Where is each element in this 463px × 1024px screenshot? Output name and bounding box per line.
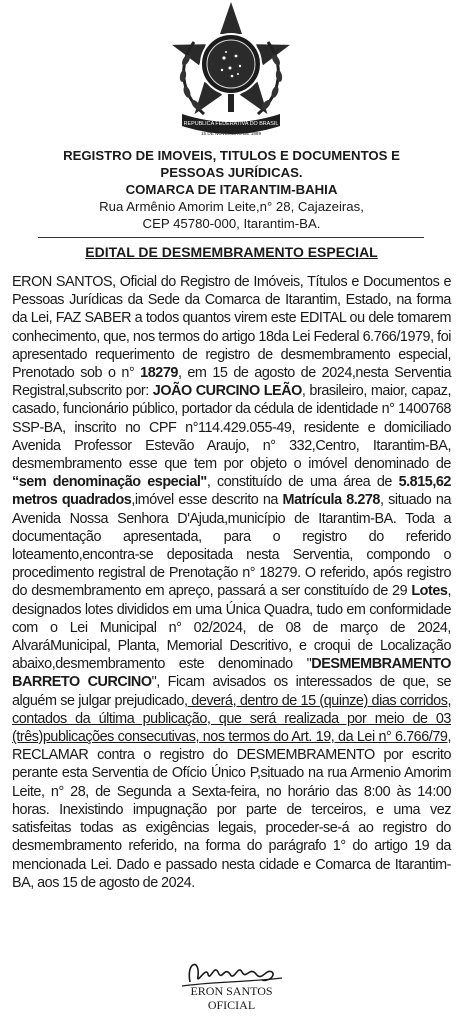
seal-motto: REPUBLICA FEDERATIVA DO BRASIL [183, 121, 279, 127]
header-divider [38, 237, 424, 238]
signatory-role: OFICIAL [207, 998, 256, 1012]
body-text: ", Ficam avisados os interessados de que, se alguém se julgar prejudicado, [12, 674, 452, 709]
lotes-label: Lotes [411, 583, 448, 600]
signatory-name: ERON SANTOS [190, 984, 273, 998]
body-text: , brasileiro, maior, capaz, casado, funcionário público, portador da cédula de identidade n° 1400768 SSP-BA, inscrito no CPF n°114.429.055-49, residente e domiciliado Avenida Professor Estevão Araujo, n° 332,Centro, Itarantim-BA, desmembramento esse que tem por objeto o imóvel denominado de [12, 383, 452, 473]
body-text: , em 15 de agosto de 2024,nesta Serventia Registral,subscrito por: [12, 365, 452, 400]
body-text: ERON SANTOS, Oficial do Registro de Imóveis, Títulos e Documentos e Pessoas Jurídicas da Sede da Comarca de Itarantim, Estado, na forma da Lei, FAZ SABER a todos quantos virem este EDITAL ou dele tomarem conhecimento, que, nos termos do artigo 18da Lei Federal 6.766/1979, foi apresentado requerimento de registro de desmembramento especial, Prenotado sob o n° [12, 274, 451, 382]
matricula-number: Matrícula 8.278 [282, 492, 380, 509]
requerente-name: JOÃO CURCINO LEÃO [152, 383, 302, 400]
deadline-clause: deverá, dentro de 15 (quinze) dias corridos, contados da última publicação, que será realizada por meio de 03 (três)publicações consecutivas, nos termos do Art. 19, da Lei n° 6.766/79, [12, 692, 452, 746]
body-text: ,imóvel esse descrito na [131, 492, 278, 509]
document-title: EDITAL DE DESMEMBRAMENTO ESPECIAL [85, 244, 378, 260]
body-text: , situado na Avenida Nossa Senhora D'Ajuda,município de Itarantim-BA. Toda a documentação apresentada, para o registro do referido loteamento,encontra-se depositada nesta Serventia, compondo o procedimento registral de Prenotação n° 18279. O referido, após registro do desmembramento em apreço, passará a ser constituído de 29 [12, 492, 452, 600]
header-line-2: PESSOAS JURÍDICAS. [160, 165, 303, 180]
property-area: 5.815,62 metros quadrados [12, 474, 451, 509]
header-address: Rua Armênio Amorim Leite,n° 28, Cajazeiras, [99, 199, 364, 214]
development-name: DESMEMBRAMENTO BARRETO CURCINO [12, 656, 451, 691]
property-denomination: “sem denominação especial" [12, 474, 207, 491]
header-line-3: COMARCA DE ITARANTIM-BAHIA [125, 182, 338, 197]
brazil-coat-of-arms-icon [164, 2, 298, 140]
body-text: RECLAMAR contra o registro do DESMEMBRAMENTO por escrito perante esta Serventia de Ofício Único P,situado na rua Armenio Amorim Leite, n° 28, de Segunda a Sexta-feira, no horário das 8:00 às 14:00 horas. Inexistindo impugnação por parte de terceiros, e uma vez satisfeitas todas as exigências legais, proceder-se-á ao registro do desmembramento referido, na forma do parágrafo 1° do artigo 19 da mencionada Lei. Dado e passado nesta cidade e Comarca de Itarantim-BA, aos 15 de agosto de 2024. [12, 747, 451, 891]
signatory-block [0, 984, 463, 1012]
body-text: , designados lotes divididos em uma Única Quadra, tudo em conformidade com o Lei Municipal n° 02/2024, de 08 de março de 2024, AlvaráMunicipal, Planta, Memorial Descritivo, e croqui de Localização abaixo,desmembramento este denominado " [12, 583, 452, 673]
body-text: , constituído de uma área de [206, 474, 392, 491]
edital-body [12, 273, 451, 892]
header-line-1: REGISTRO DE IMOVEIS, TITULOS E DOCUMENTOS E [63, 148, 400, 163]
header-cep: CEP 45780-000, Itarantim-BA. [142, 216, 321, 231]
registry-header [0, 147, 463, 232]
prenotacao-number: 18279 [140, 365, 178, 382]
seal-date: 15 DE NOVEMBRO DE 1889 [201, 131, 261, 136]
